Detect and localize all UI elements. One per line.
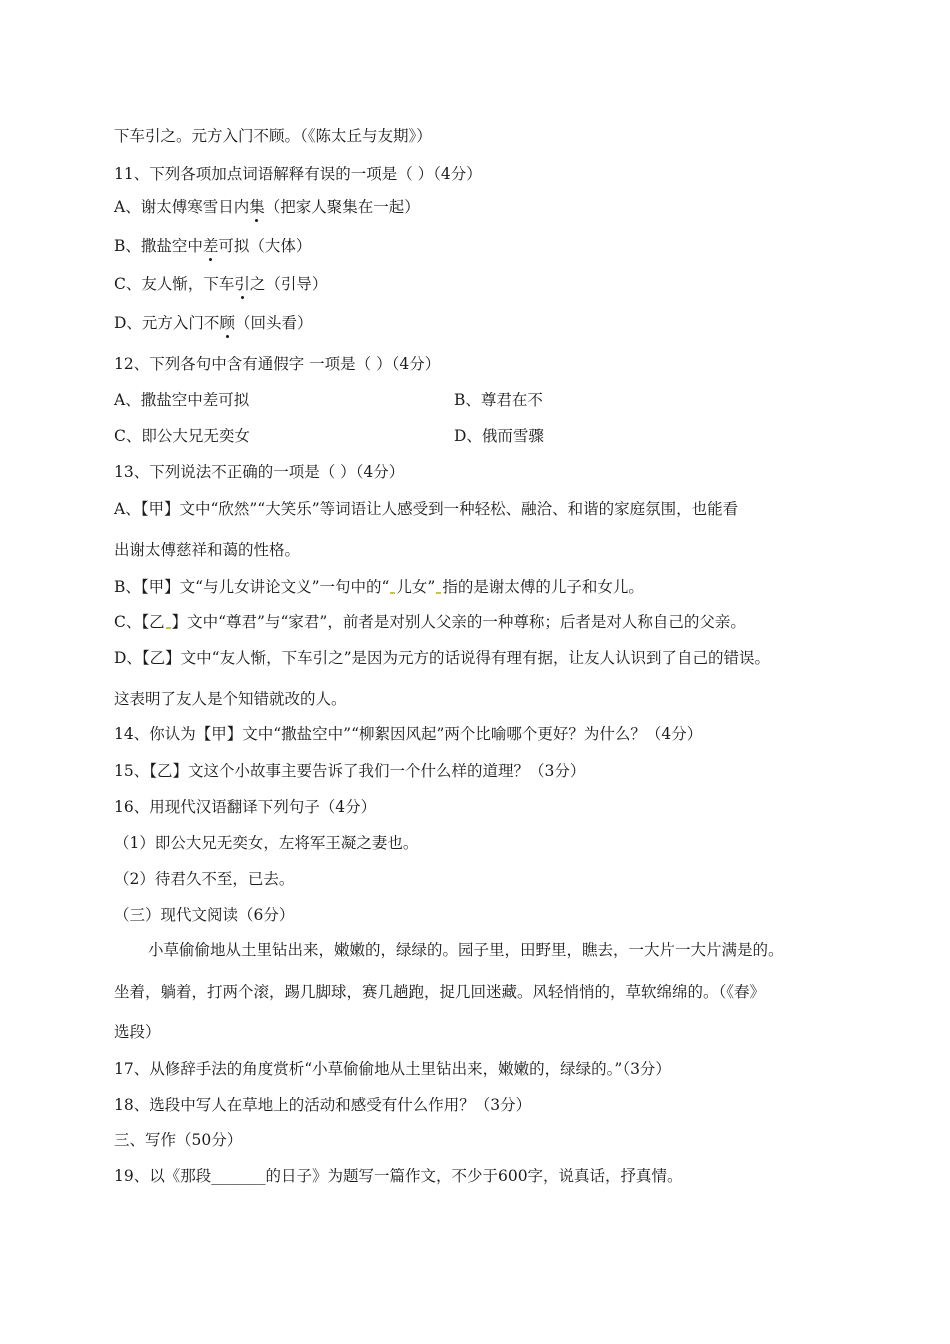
option-text: C、【乙 — [114, 613, 165, 631]
q12-option-a: A、撒盐空中差可拟 — [114, 391, 250, 409]
option-text: 之（引导） — [249, 275, 328, 293]
question-13: 13、下列说法不正确的一项是（ ）（4分） — [114, 463, 405, 481]
q11-option-d — [114, 313, 312, 333]
q11-option-b — [114, 236, 311, 256]
option-text: 】文中“尊君”与“家君”，前者是对别人父亲的一种尊称；后者是对人称自己的父亲。 — [171, 613, 746, 631]
q13-option-c — [114, 612, 746, 632]
reading-passage-line3: 选段） — [114, 1023, 161, 1041]
q13-option-d-line1: D、【乙】文中“友人惭，下车引之”是因为元方的话说得有理有据，让友人认识到了自己的错误。 — [114, 649, 771, 667]
annotation-mark — [166, 627, 171, 629]
option-text: D、元方入门不 — [114, 314, 220, 332]
question-17: 17、从修辞手法的角度赏析“小草偷偷地从土里钻出来，嫩嫩的，绿绿的。”（3分） — [114, 1060, 671, 1078]
part-heading-writing: 三、写作（50分） — [114, 1131, 243, 1149]
option-text: 可拟（大体） — [218, 237, 312, 255]
option-text: B、撒盐空中 — [114, 237, 203, 255]
question-12: 12、下列各句中含有通假字 一项是（ ）（4分） — [114, 355, 441, 373]
question-11: 11、下列各项加点词语解释有误的一项是（ ）（4分） — [114, 165, 482, 183]
reading-passage-line1: 小草偷偷地从土里钻出来，嫩嫩的，绿绿的。园子里，田野里，瞧去，一大片一大片满是的。 — [148, 941, 784, 959]
passage-tail: 下车引之。元方入门不顾。（《陈太丘与友期》） — [114, 127, 432, 145]
section-heading-3: （三）现代文阅读（6分） — [114, 906, 295, 924]
option-text: （把家人聚集在一起） — [264, 198, 420, 216]
question-15: 15、【乙】文这个小故事主要告诉了我们一个什么样的道理？（3分） — [114, 762, 586, 780]
option-text: C、友人惭，下车 — [114, 275, 235, 293]
annotation-mark — [436, 592, 441, 594]
q12-option-c: C、即公大兄无奕女 — [114, 427, 250, 445]
q12-row-2 — [114, 426, 544, 446]
q11-option-c — [114, 274, 327, 294]
q12-option-d: D、俄而雪骤 — [454, 427, 544, 445]
q13-option-b — [114, 577, 644, 597]
question-19: 19、以《那段_______的日子》为题写一篇作文，不少于600字，说真话，抒真情。 — [114, 1167, 683, 1185]
option-text: 指的是谢太傅的儿子和女儿。 — [442, 578, 644, 596]
question-16: 16、用现代汉语翻译下列句子（4分） — [114, 798, 377, 816]
q13-option-a-line2: 出谢太傅慈祥和蔼的性格。 — [114, 541, 301, 559]
question-14: 14、你认为【甲】文中“撒盐空中”“柳絮因风起”两个比喻哪个更好？为什么？（4分） — [114, 725, 703, 743]
option-text: B、【甲】文“与儿女讲论文义”一句中的“ — [114, 578, 390, 596]
emphasis-dot-char: 引 — [234, 275, 250, 293]
q12-option-b: B、尊君在不 — [454, 391, 543, 409]
q16-sentence-2: （2）待君久不至，已去。 — [114, 870, 295, 888]
reading-passage-line2: 坐着，躺着，打两个滚，踢几脚球，赛几趟跑，捉几回迷藏。风轻悄悄的，草软绵绵的。（《春》 — [114, 983, 766, 1001]
option-text: （回头看） — [234, 314, 313, 332]
annotation-mark — [390, 592, 395, 594]
q16-sentence-1: （1）即公大兄无奕女，左将军王凝之妻也。 — [114, 834, 419, 852]
emphasis-dot-char: 集 — [249, 198, 265, 216]
q11-option-a — [114, 197, 420, 217]
emphasis-dot-char: 差 — [202, 237, 219, 255]
question-18: 18、选段中写人在草地上的活动和感受有什么作用？（3分） — [114, 1096, 532, 1114]
option-text: A、谢太傅寒雪日内 — [114, 198, 250, 216]
q12-row-1 — [114, 390, 543, 410]
emphasis-dot-char: 顾 — [219, 314, 235, 332]
option-text: 儿女” — [396, 578, 436, 596]
q13-option-d-line2: 这表明了友人是个知错就改的人。 — [114, 690, 347, 708]
q13-option-a-line1: A、【甲】文中“欣然”“大笑乐”等词语让人感受到一种轻松、融洽、和谐的家庭氛围，也能看 — [114, 500, 739, 518]
